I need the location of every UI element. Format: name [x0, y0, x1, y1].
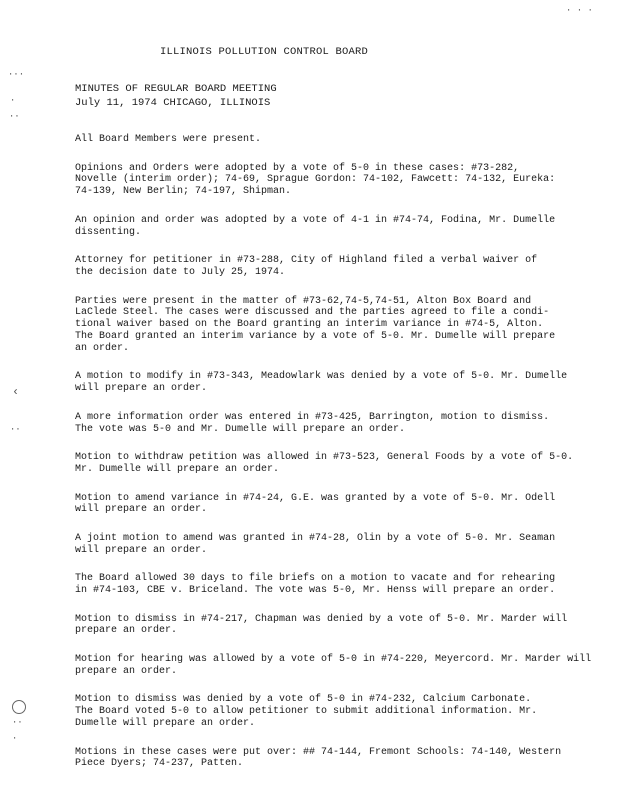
- paragraph-line: prepare an order.: [75, 625, 178, 637]
- scan-speck-mark: ⋅⋅⋅: [8, 70, 25, 80]
- minutes-paragraph: [75, 371, 585, 395]
- paragraph-line: will prepare an order.: [75, 504, 208, 516]
- paragraph-line: Novelle (interim order); 74-69, Sprague Gordon: 74-102, Fawcett: 74-132, Eureka:: [75, 174, 556, 186]
- paragraph-line: LaClede Steel. The cases were discussed and the parties agreed to file a condi-: [75, 307, 550, 319]
- paragraph-line: 74-139, New Berlin; 74-197, Shipman.: [75, 186, 292, 198]
- paragraph-line: Piece Dyers; 74-237, Patten.: [75, 758, 244, 770]
- paragraph-line: Mr. Dumelle will prepare an order.: [75, 463, 280, 475]
- paragraph-line: A more information order was entered in #73-425, Barrington, motion to dismiss.: [75, 411, 550, 423]
- paragraph-line: Motion to amend variance in #74-24, G.E. was granted by a vote of 5-0. Mr. Odell: [75, 492, 556, 504]
- minutes-paragraph: [75, 493, 585, 517]
- minutes-header: [75, 82, 277, 110]
- paragraph-line: Motion to dismiss in #74-217, Chapman was denied by a vote of 5-0. Mr. Marder will: [75, 613, 568, 625]
- paragraph-line: The Board granted an interim variance by a vote of 5-0. Mr. Dumelle will prepare: [75, 330, 556, 342]
- paragraph-line: in #74-103, CBE v. Briceland. The vote was 5-0, Mr. Henss will prepare an order.: [75, 585, 556, 597]
- minutes-paragraph: [75, 614, 585, 638]
- minutes-body: [75, 134, 592, 787]
- paragraph-line: A joint motion to amend was granted in #74-28, Olin by a vote of 5-0. Mr. Seaman: [75, 532, 556, 544]
- paragraph-line: prepare an order.: [75, 665, 178, 677]
- minutes-paragraph: [75, 163, 585, 198]
- minutes-paragraph: [75, 412, 585, 436]
- minutes-paragraph: [75, 654, 592, 678]
- scan-speck-mark: ⋅ ⋅ ⋅: [566, 6, 594, 16]
- punch-hole-mark: [12, 700, 26, 714]
- paragraph-line: an order.: [75, 342, 130, 354]
- paragraph-line: Motions in these cases were put over: ## 74-144, Fremont Schools: 74-140, Western: [75, 746, 562, 758]
- scan-speck-mark: ⋅⋅: [10, 425, 21, 435]
- paragraph-line: tional waiver based on the Board granting an interim variance in #74-5, Alton.: [75, 319, 544, 331]
- paragraph-line: Motion to dismiss was denied by a vote of 5-0 in #74-232, Calcium Carbonate.: [75, 694, 532, 706]
- minutes-paragraph: [75, 694, 585, 729]
- paragraph-line: the decision date to July 25, 1974.: [75, 266, 286, 278]
- scan-speck-mark: ⋅⋅: [12, 718, 23, 728]
- paragraph-line: An opinion and order was adopted by a vote of 4-1 in #74-74, Fodina, Mr. Dumelle: [75, 214, 556, 226]
- minutes-paragraph: [75, 452, 585, 476]
- paragraph-line: will prepare an order.: [75, 383, 208, 395]
- board-name-heading: ILLINOIS POLLUTION CONTROL BOARD: [160, 46, 369, 58]
- paragraph-line: Opinions and Orders were adopted by a vote of 5-0 in these cases: #73-282,: [75, 162, 520, 174]
- paragraph-line: The Board allowed 30 days to file briefs on a motion to vacate and for rehearing: [75, 573, 556, 585]
- minutes-paragraph: [75, 255, 585, 279]
- minutes-title: MINUTES OF REGULAR BOARD MEETING: [75, 83, 277, 95]
- scan-speck-mark: ‹: [12, 385, 20, 399]
- paragraph-line: All Board Members were present.: [75, 134, 262, 145]
- paragraph-line: Parties were present in the matter of #73-62,74-5,74-51, Alton Box Board and: [75, 295, 532, 307]
- minutes-paragraph: [75, 747, 585, 771]
- minutes-paragraph: [75, 134, 585, 146]
- minutes-paragraph: [75, 296, 585, 355]
- meeting-date-location: July 11, 1974 CHICAGO, ILLINOIS: [75, 97, 271, 109]
- paragraph-line: Dumelle will prepare an order.: [75, 718, 256, 730]
- minutes-paragraph: [75, 533, 585, 557]
- paragraph-line: Motion for hearing was allowed by a vote of 5-0 in #74-220, Meyercord. Mr. Marder will: [75, 654, 592, 666]
- minutes-paragraph: [75, 215, 585, 239]
- paragraph-line: A motion to modify in #73-343, Meadowlark was denied by a vote of 5-0. Mr. Dumelle: [75, 371, 568, 383]
- scan-speck-mark: ⋅: [12, 734, 18, 744]
- minutes-paragraph: [75, 573, 585, 597]
- paragraph-line: The Board voted 5-0 to allow petitioner to submit additional information. Mr.: [75, 706, 538, 718]
- paragraph-line: Attorney for petitioner in #73-288, City of Highland filed a verbal waiver of: [75, 255, 538, 267]
- scan-speck-mark: ⋅⋅: [9, 112, 20, 122]
- paragraph-line: The vote was 5-0 and Mr. Dumelle will prepare an order.: [75, 423, 406, 435]
- paragraph-line: dissenting.: [75, 226, 142, 238]
- paragraph-line: Motion to withdraw petition was allowed in #73-523, General Foods by a vote of 5-0.: [75, 452, 574, 464]
- paragraph-line: will prepare an order.: [75, 544, 208, 556]
- scan-speck-mark: ⋅: [10, 96, 16, 106]
